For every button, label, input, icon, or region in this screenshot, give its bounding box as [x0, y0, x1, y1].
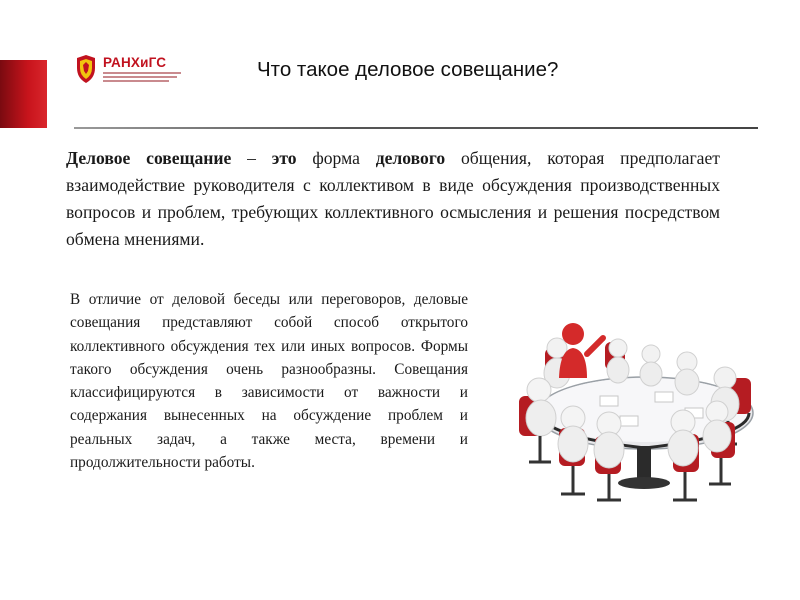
ranepa-logo [74, 54, 184, 88]
definition-paragraph [66, 145, 720, 253]
person-front-2 [594, 412, 624, 500]
definition-term: Деловое совещание [66, 148, 232, 168]
definition-bold-2: делового [375, 148, 446, 168]
definition-dash: – [231, 148, 272, 168]
person-front-3 [668, 410, 699, 500]
title-divider [74, 127, 758, 129]
definition-is: это [271, 148, 297, 168]
person-back-2 [605, 339, 629, 383]
definition-text-1: форма [296, 148, 376, 168]
slide-title: Что такое деловое совещание? [257, 58, 559, 81]
logo-subtitle-lines [103, 72, 183, 84]
person-front-1 [558, 406, 588, 494]
accent-bar [0, 60, 47, 128]
logo-name: РАНХиГС [103, 55, 167, 70]
person-front-left [519, 378, 556, 462]
meeting-illustration [505, 318, 767, 508]
person-back-4 [675, 352, 699, 395]
eagle-emblem-icon [74, 54, 98, 84]
person-back-3 [640, 345, 662, 386]
definition-text-2: общения, которая предполагает взаимодействие руководителя с коллективом в виде обсуждения производственных вопросов и проблем, требующих коллективного осмысления и решения посредством обмена мнениями. [66, 148, 720, 249]
body-paragraph: В отличие от деловой беседы или переговоров, деловые совещания представляют собой способ открытого коллективного обсуждения тех или иных вопросов. Формы такого обсуждения очень разнообразны. Совещания классифицируются в зависимости от важности и содержания вынесенных на обсуждение проблем и реальных задач, а также места, времени и продолжительности работы. [70, 291, 468, 472]
